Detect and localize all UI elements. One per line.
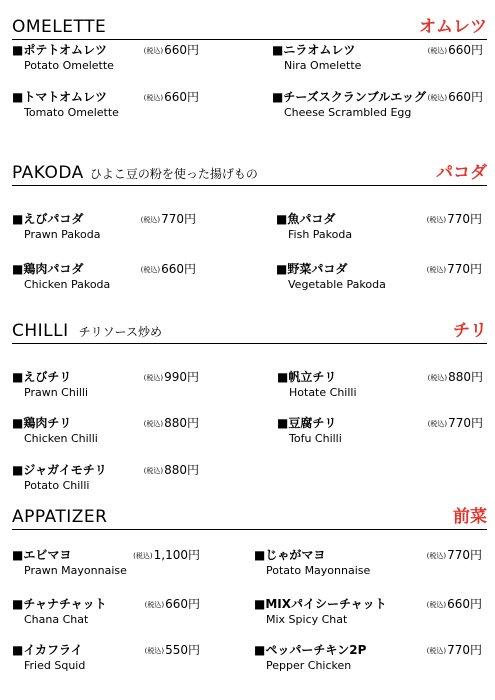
menu-item xyxy=(276,210,482,244)
menu-item xyxy=(12,88,199,122)
item-english-name: Pepper Chicken xyxy=(266,659,352,672)
tax-label: (税込) xyxy=(140,266,161,274)
item-english-name: Potato Mayonnaise xyxy=(266,564,371,577)
item-english-name: Prawn Chilli xyxy=(24,386,89,399)
menu-item xyxy=(12,41,199,75)
item-english-name: Nira Omelette xyxy=(284,59,362,72)
item-english-name: Potato Chilli xyxy=(24,479,90,492)
menu-item xyxy=(12,546,200,580)
item-name: ■帆立チリ xyxy=(277,370,337,384)
item-price: (税込)770円 xyxy=(427,416,483,430)
tax-label: (税込) xyxy=(140,216,161,224)
item-price: (税込)770円 xyxy=(426,548,482,562)
item-name: ■MIXパイシーチャット xyxy=(254,597,387,611)
section-header xyxy=(12,504,487,530)
section-title: PAKODA ひよこ豆の粉を使った揚げもの xyxy=(12,163,258,183)
item-english-name: Tomato Omelette xyxy=(24,106,119,119)
item-price: (税込)660円 xyxy=(144,597,200,611)
menu-item xyxy=(12,461,199,495)
menu-item xyxy=(254,546,482,580)
menu-item xyxy=(276,260,482,294)
section-title: CHILLI チリソース炒め xyxy=(12,321,163,341)
tax-label: (税込) xyxy=(144,601,165,609)
tax-label: (税込) xyxy=(143,467,164,475)
item-name: ■イカフライ xyxy=(12,643,83,657)
section-divider xyxy=(12,39,487,40)
tax-label: (税込) xyxy=(427,374,448,382)
menu-item xyxy=(277,368,483,402)
item-name: ■チャナチャット xyxy=(12,597,107,611)
item-english-name: Hotate Chilli xyxy=(289,386,357,399)
item-price: (税込)770円 xyxy=(426,643,482,657)
section-title: OMELETTE xyxy=(12,17,107,37)
tax-label: (税込) xyxy=(143,374,164,382)
item-price: (税込)770円 xyxy=(426,262,482,276)
section-header xyxy=(12,318,487,344)
menu-item xyxy=(12,260,196,294)
section-title-jp: 前菜 xyxy=(453,507,487,527)
item-price: (税込)660円 xyxy=(143,43,199,57)
tax-label: (税込) xyxy=(426,266,447,274)
menu-item xyxy=(12,414,199,448)
tax-label: (税込) xyxy=(426,216,447,224)
item-price: (税込)660円 xyxy=(427,43,483,57)
section-divider xyxy=(12,343,487,344)
section-divider xyxy=(12,185,487,186)
item-english-name: Chicken Chilli xyxy=(24,432,98,445)
menu-item xyxy=(12,641,200,675)
section-subtitle: ひよこ豆の粉を使った揚げもの xyxy=(89,167,258,181)
item-name: ■野菜パコダ xyxy=(276,262,348,276)
tax-label: (税込) xyxy=(143,94,164,102)
menu-item xyxy=(277,414,483,448)
item-english-name: Mix Spicy Chat xyxy=(266,613,348,626)
menu-item xyxy=(254,595,482,629)
item-price: (税込)880円 xyxy=(143,463,199,477)
item-name: ■ペッパーチキン2P xyxy=(254,643,367,657)
tax-label: (税込) xyxy=(427,420,448,428)
tax-label: (税込) xyxy=(426,601,447,609)
menu-item xyxy=(12,368,199,402)
section-title-jp: オムレツ xyxy=(419,17,487,37)
section-title-jp: チリ xyxy=(453,321,487,341)
item-name: ■エビマヨ xyxy=(12,548,72,562)
item-english-name: Fish Pakoda xyxy=(288,228,353,241)
menu-item xyxy=(12,595,200,629)
item-name: ■ジャガイモチリ xyxy=(12,463,107,477)
section-subtitle: チリソース炒め xyxy=(78,325,163,339)
item-price: (税込)660円 xyxy=(143,90,199,104)
item-name: ■じゃがマヨ xyxy=(254,548,326,562)
menu-item xyxy=(254,641,482,675)
item-name: ■ポテトオムレツ xyxy=(12,43,107,57)
section-header xyxy=(12,160,487,186)
item-english-name: Prawn Pakoda xyxy=(24,228,101,241)
item-price: (税込)880円 xyxy=(143,416,199,430)
menu-item xyxy=(272,88,483,122)
item-name: ■豆腐チリ xyxy=(277,416,337,430)
item-price: (税込)880円 xyxy=(427,370,483,384)
item-english-name: Cheese Scrambled Egg xyxy=(284,106,412,119)
item-price: (税込)990円 xyxy=(143,370,199,384)
item-price: (税込)660円 xyxy=(427,90,483,104)
item-english-name: Fried Squid xyxy=(24,659,86,672)
menu-item xyxy=(12,210,196,244)
item-price: (税込)1,100円 xyxy=(133,548,200,562)
item-english-name: Chicken Pakoda xyxy=(24,278,111,291)
item-name: ■えびチリ xyxy=(12,370,72,384)
item-name: ■チーズスクランブルエッグ xyxy=(272,90,427,104)
item-name: ■魚パコダ xyxy=(276,212,336,226)
item-price: (税込)550円 xyxy=(144,643,200,657)
menu-item xyxy=(272,41,483,75)
item-english-name: Chana Chat xyxy=(24,613,89,626)
tax-label: (税込) xyxy=(427,94,448,102)
item-price: (税込)660円 xyxy=(426,597,482,611)
item-english-name: Tofu Chilli xyxy=(289,432,342,445)
item-name: ■トマトオムレツ xyxy=(12,90,107,104)
item-price: (税込)660円 xyxy=(140,262,196,276)
item-name: ■鶏肉チリ xyxy=(12,416,72,430)
item-price: (税込)770円 xyxy=(140,212,196,226)
tax-label: (税込) xyxy=(143,47,164,55)
item-price: (税込)770円 xyxy=(426,212,482,226)
item-name: ■ニラオムレツ xyxy=(272,43,356,57)
item-english-name: Vegetable Pakoda xyxy=(288,278,386,291)
tax-label: (税込) xyxy=(426,552,447,560)
tax-label: (税込) xyxy=(426,647,447,655)
tax-label: (税込) xyxy=(427,47,448,55)
tax-label: (税込) xyxy=(144,647,165,655)
tax-label: (税込) xyxy=(133,552,153,560)
item-name: ■えびパコダ xyxy=(12,212,84,226)
item-name: ■鶏肉パコダ xyxy=(12,262,84,276)
section-title-jp: パコダ xyxy=(436,163,487,183)
section-divider xyxy=(12,529,487,530)
tax-label: (税込) xyxy=(143,420,164,428)
section-title: APPATIZER xyxy=(12,507,108,527)
section-header xyxy=(12,14,487,40)
item-english-name: Prawn Mayonnaise xyxy=(24,564,127,577)
item-english-name: Potato Omelette xyxy=(24,59,114,72)
